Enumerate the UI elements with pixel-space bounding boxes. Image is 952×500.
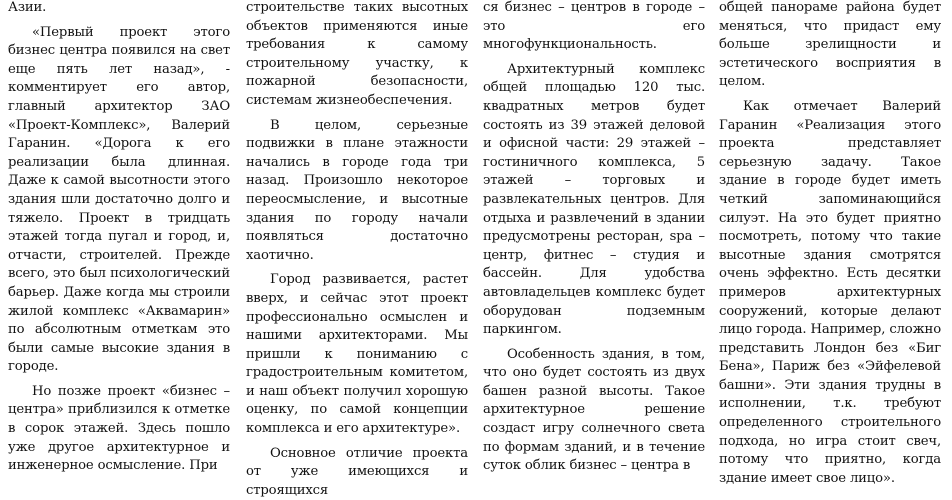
paragraph: Архитектурный комплекс общей площадью 120 тыс. квадратных метров будет состоять из 39 этажей деловой и офисной части: 29 этажей – гостиничного комплекса, 5 этажей – торговых и развлекательных центров. Для отдыха и развлечений в здании предусмотрены ресторан, spa – центр, фитнес – студия и бассейн. Для удобства автовладельцев комплекс будет оборудован подземным паркингом. [483,61,705,338]
paragraph: Город развивается, растет вверх, и сейчас этот проект профессионально осмыслен и нашими архитекторами. Мы пришли к пониманию с градостроительным комитетом, и наш объект получил хорошую оценку, по самой концепции комплекса и его архитектуре». [246,272,468,437]
paragraph: строительстве таких высотных объектов применяются иные требования к самому строительному участку, к пожарной безопасности, системам жизнеобеспечения. [246,0,468,108]
paragraph: Азии. [8,0,47,15]
paragraph: «Первый проект этого бизнес центра появился на свет еще пять лет назад», - комментирует его автор, главный архитектор ЗАО «Проект-Комплекс», Валерий Гаранин. «Дорога к его реализации была длинная. Даже к самой высотности этого здания шли достаточно долго и тяжело. Проект в тридцать этажей тогда пугал и город, и, отчасти, строителей. Прежде всего, это был психологический барьер. Даже когда мы строили жилой комплекс «Аквамарин» по абсолютным отметкам это были самые высокие здания в городе. [8,24,230,375]
text-column-2 [246,0,468,500]
paragraph: В целом, серьезные подвижки в плане этажности начались в городе года три назад. Произошло некоторое переосмысление, и высотные здания по городу начали появляться достаточно хаотично. [246,117,468,263]
paragraph: Особенность здания, в том, что оно будет состоять из двух башен разной высоты. Такое архитектурное решение создаст игру солнечного света по формам зданий, и в течение суток облик бизнес – центра в [483,346,705,474]
text-column-1 [8,0,230,476]
text-column-4 [719,0,941,488]
paragraph: Но позже проект «бизнес – центра» приблизился к отметке в сорок этажей. Здесь пошло уже другое архитектурное и инженерное осмысление. При [8,383,230,474]
paragraph: ся бизнес – центров в городе – это его многофункциональность. [483,0,705,53]
paragraph: Основное отличие проекта от уже имеющихся и строящихся [246,445,468,498]
paragraph: Как отмечает Валерий Гаранин «Реализация этого проекта представляет серьезную задачу. Такое здание в городе будет иметь четкий запоминающийся силуэт. На это будет приятно посмотреть, потому что такие высотные здания смотрятся очень эффектно. Есть десятки примеров архитектурных сооружений, которые делают лицо города. Например, сложно представить Лондон без «Биг Бена», Париж без «Эйфелевой башни». Эти здания трудны в исполнении, т.к. требуют определенного строительного подхода, но игра стоит свеч, потому что приятно, когда здание имеет свое лицо». [719,98,941,486]
text-column-3 [483,0,705,476]
paragraph: общей панораме района будет меняться, что придаст ему больше зрелищности и эстетического восприятия в целом. [719,0,941,90]
